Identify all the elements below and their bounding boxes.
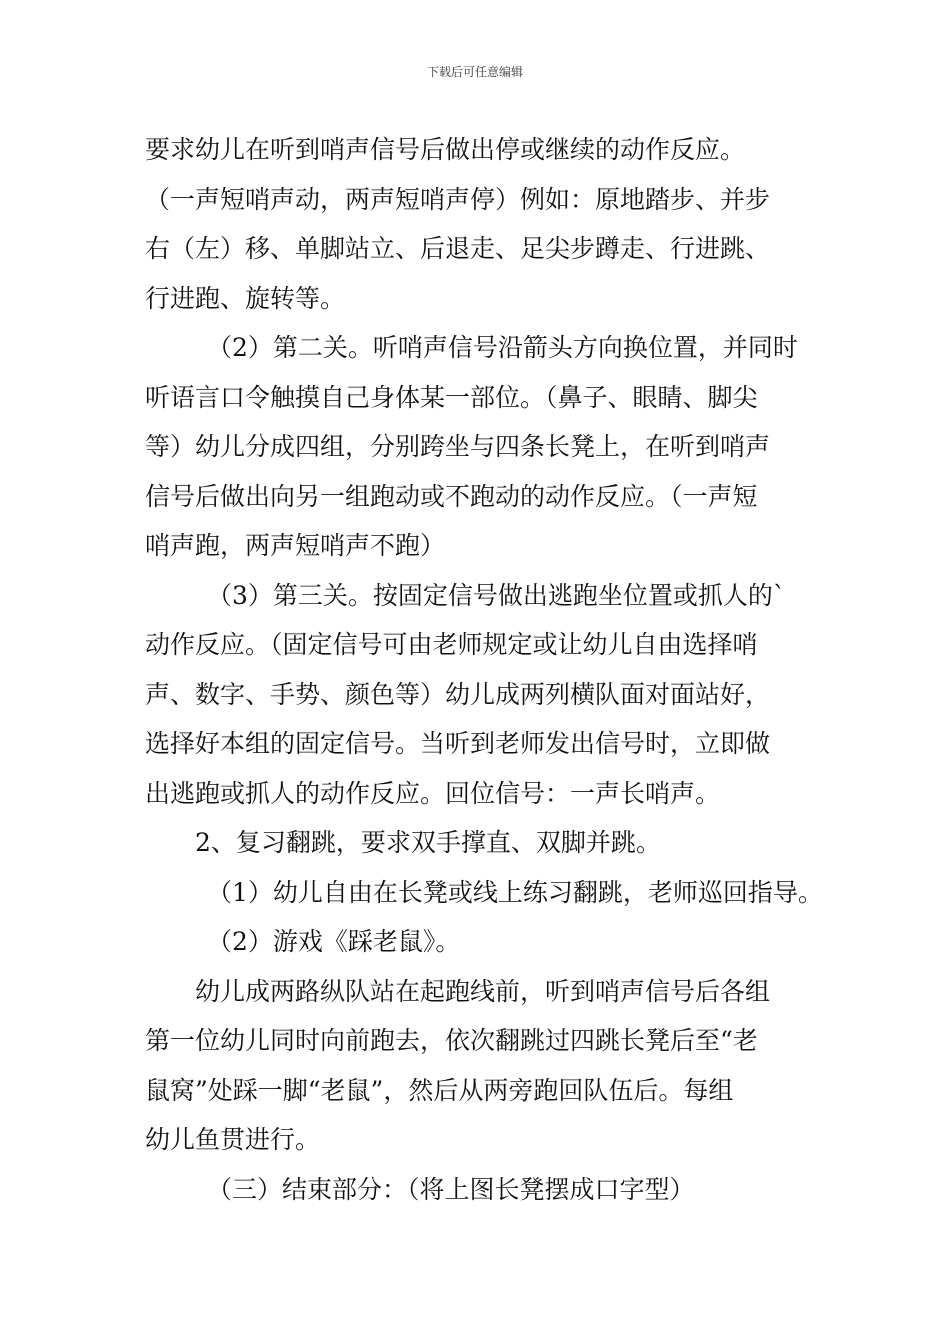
text-line: 选择好本组的固定信号。当听到老师发出信号时，立即做 xyxy=(145,729,771,758)
text-line: （2）游戏《踩老鼠》。 xyxy=(207,927,461,956)
text-line: 动作反应。（固定信号可由老师规定或让幼儿自由选择哨 xyxy=(145,630,758,659)
text-line: 鼠窝”处踩一脚“老鼠”，然后从两旁跑回队伍后。每组 xyxy=(145,1075,734,1105)
text-line: 要求幼儿在听到哨声信号后做出停或继续的动作反应。 xyxy=(145,135,746,164)
document-body xyxy=(145,125,823,1214)
text-line: 第一位幼儿同时向前跑去，依次翻跳过四跳长凳后至“老 xyxy=(145,1026,758,1055)
text-line: 行进跑、旋转等。 xyxy=(145,283,346,313)
text-line: 信号后做出向另一组跑动或不跑动的动作反应。（一声短 xyxy=(145,481,758,511)
text-line: 幼儿成两路纵队站在起跑线前，听到哨声信号后各组 xyxy=(195,976,771,1006)
text-line: 等）幼儿分成四组，分别跨坐与四条长凳上，在听到哨声 xyxy=(145,432,771,461)
text-line: （1）幼儿自由在长凳或线上练习翻跳，老师巡回指导。 xyxy=(207,877,823,907)
text-line: 右（左）移、单脚站立、后退走、足尖步蹲走、行进跳、 xyxy=(145,234,771,263)
page-header-note: 下载后可任意编辑 xyxy=(426,65,523,79)
text-line: 幼儿鱼贯进行。 xyxy=(145,1125,321,1154)
text-line: 声、数字、手势、颜色等）幼儿成两列横队面对面站好， xyxy=(145,679,771,709)
text-line: 出逃跑或抓人的动作反应。回位信号：一声长哨声。 xyxy=(145,778,721,808)
text-line: （三）结束部分：（将上图长凳摆成口字型） xyxy=(207,1174,695,1204)
text-line: 2、复习翻跳，要求双手撑直、双脚并跳。 xyxy=(195,828,661,857)
text-line: （2）第二关。听哨声信号沿箭头方向换位置，并同时 xyxy=(207,333,798,362)
text-line: （一声短哨声动，两声短哨声停）例如：原地踏步、并步 xyxy=(145,184,771,214)
text-line: （3）第三关。按固定信号做出逃跑坐位置或抓人的` xyxy=(207,580,786,610)
text-line: 哨声跑，两声短哨声不跑） xyxy=(145,531,446,560)
text-line: 听语言口令触摸自己身体某一部位。（鼻子、眼睛、脚尖 xyxy=(145,382,758,412)
